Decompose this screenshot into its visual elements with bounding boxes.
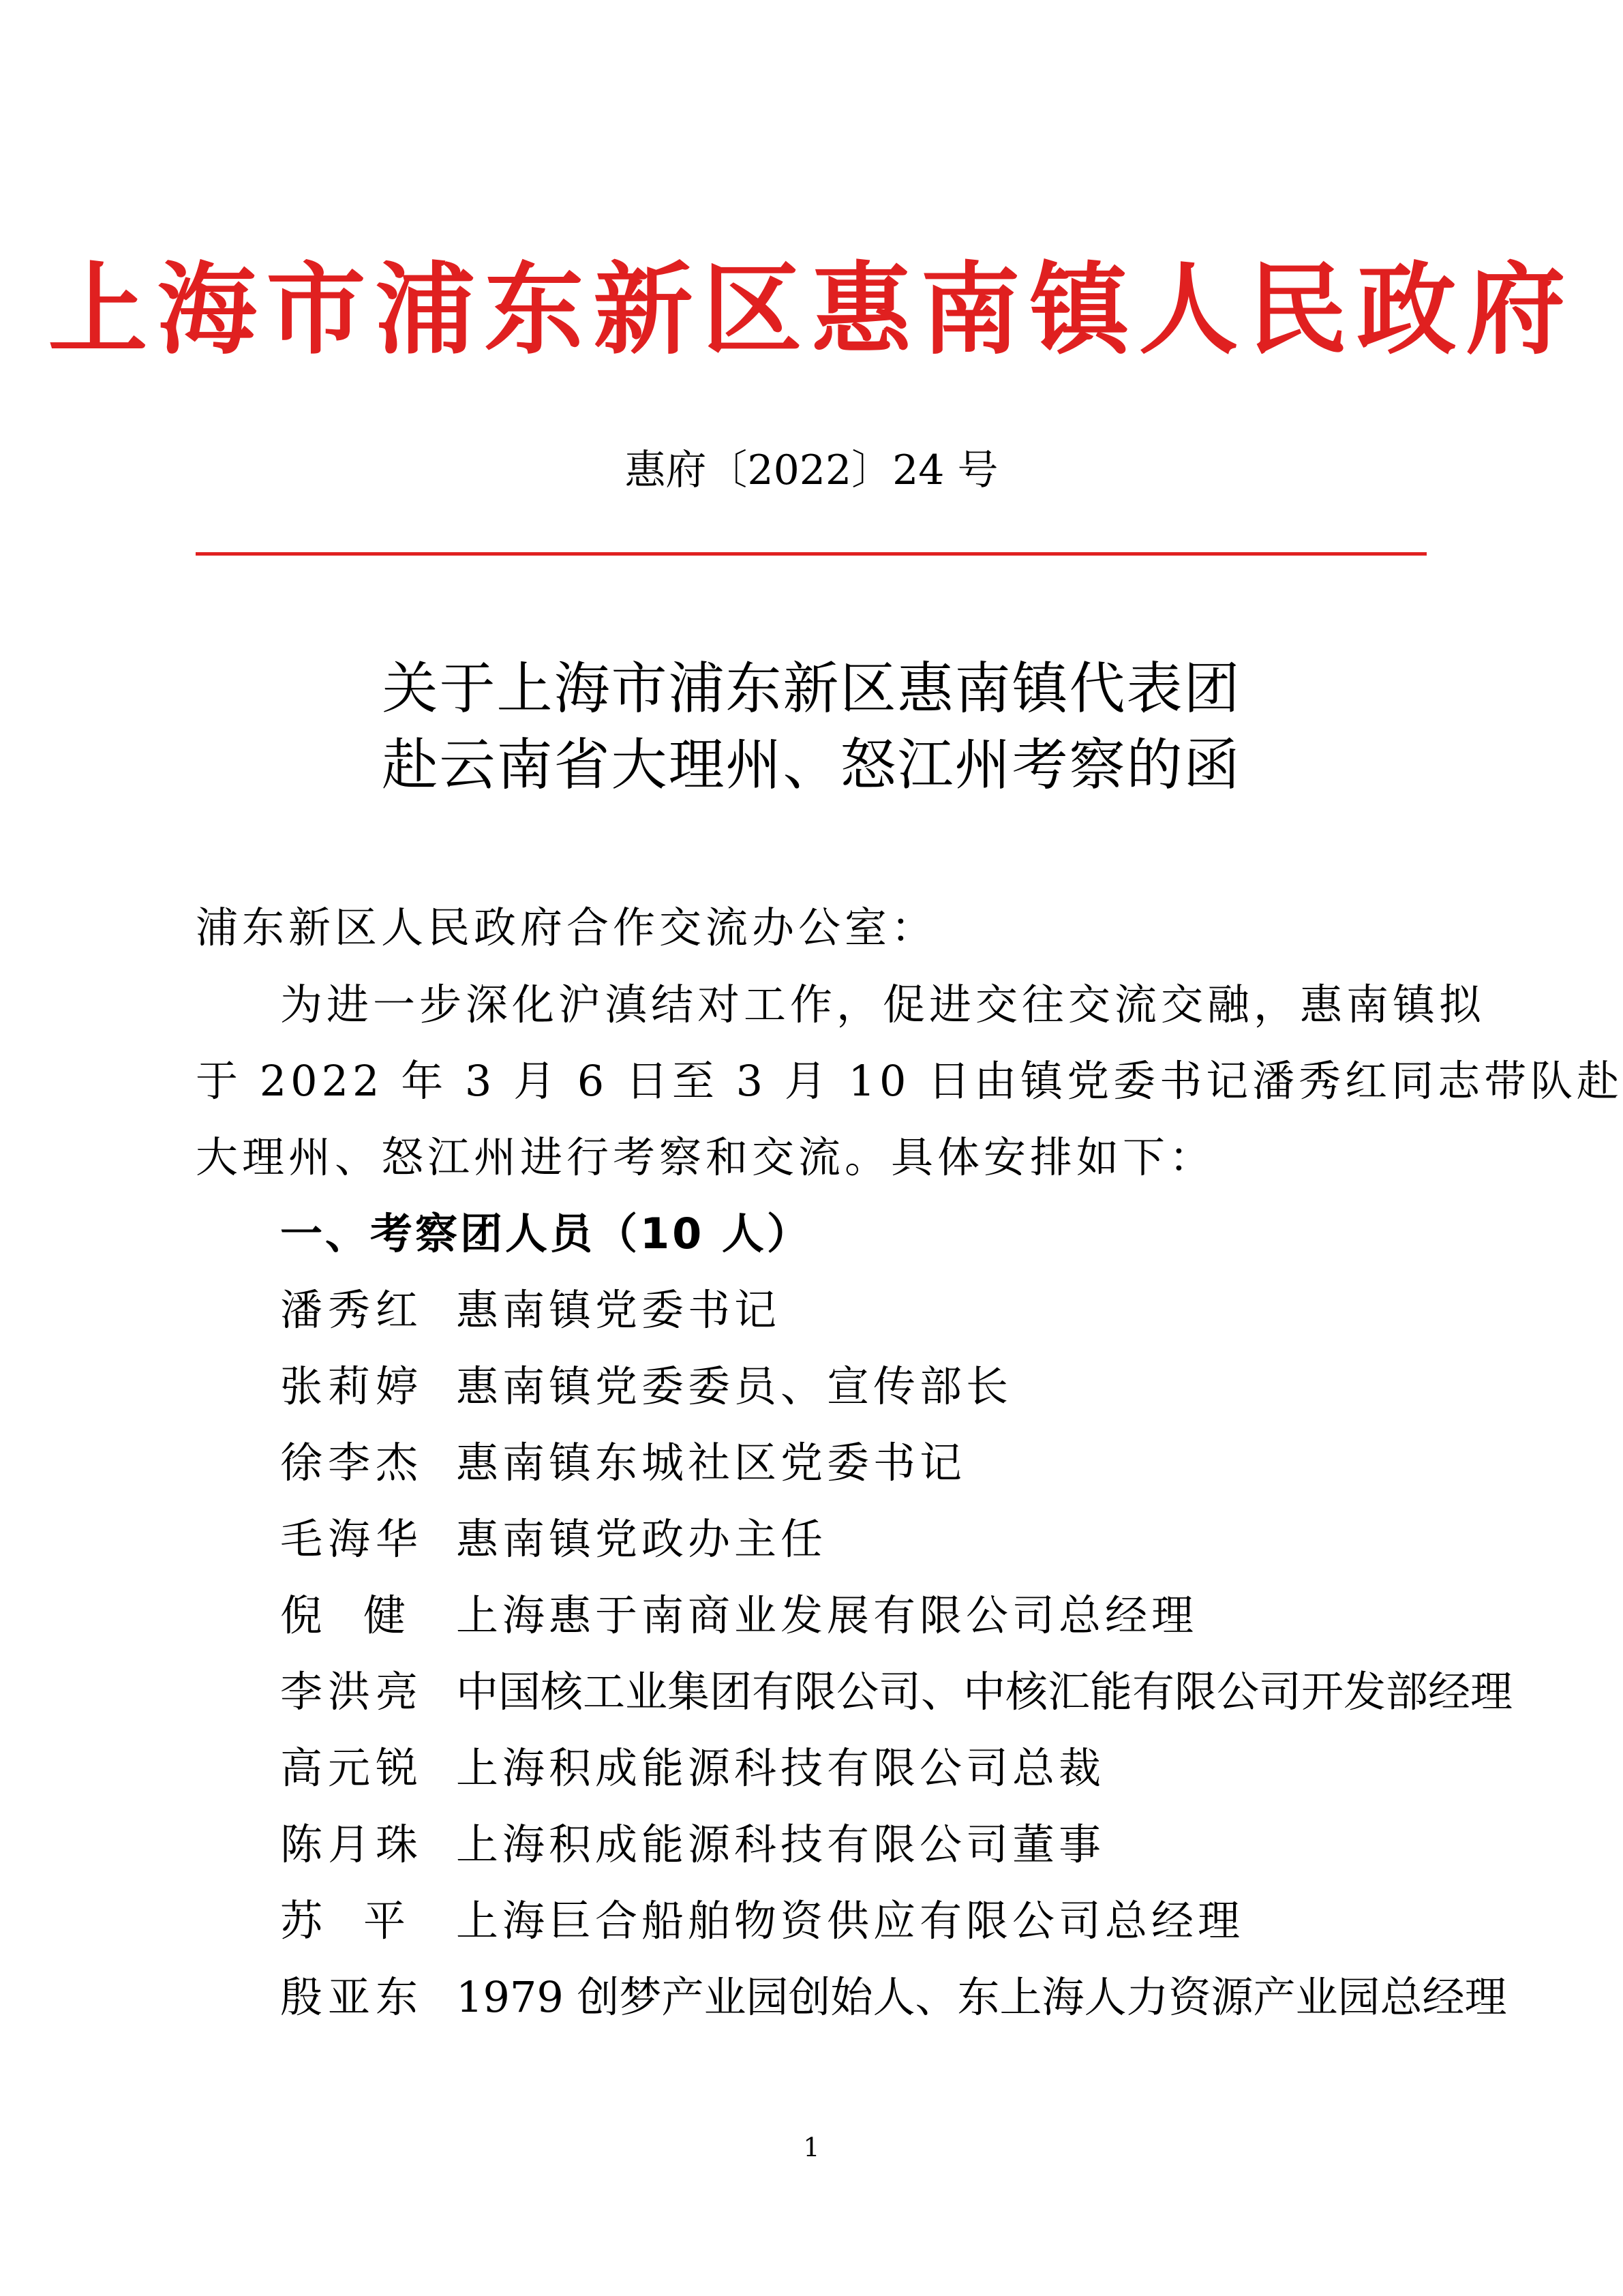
member-name: 高元锐 xyxy=(280,1743,424,1793)
intro-paragraph xyxy=(196,967,1623,1196)
member-role: 上海积成能源科技有限公司董事 xyxy=(456,1819,1106,1869)
member-role: 惠南镇东城社区党委书记 xyxy=(456,1438,967,1487)
member-name: 殷亚东 xyxy=(280,1972,424,2022)
list-item xyxy=(280,1577,1439,1654)
member-name: 倪健 xyxy=(280,1590,447,1640)
member-role: 中国核工业集团有限公司、中核汇能有限公司开发部经理 xyxy=(456,1667,1513,1717)
member-role: 惠南镇党政办主任 xyxy=(456,1514,828,1564)
member-name: 陈月珠 xyxy=(280,1819,424,1869)
member-name: 毛海华 xyxy=(280,1514,424,1564)
member-name: 苏平 xyxy=(280,1896,447,1946)
list-item xyxy=(280,1883,1439,1959)
section-heading-members: 一、考察团人员（10 人） xyxy=(280,1209,812,1258)
red-header-rule xyxy=(196,552,1427,556)
document-title xyxy=(0,651,1623,804)
list-item xyxy=(280,1654,1513,1730)
intro-line-2: 于 2022 年 3 月 6 日至 3 月 10 日由镇党委书记潘秀红同志带队赴 xyxy=(196,1056,1623,1106)
member-role: 上海积成能源科技有限公司总裁 xyxy=(456,1743,1106,1793)
intro-line-1: 为进一步深化沪滇结对工作，促进交往交流交融，惠南镇拟 xyxy=(280,980,1486,1029)
member-role: 惠南镇党委委员、宣传部长 xyxy=(456,1361,1013,1411)
list-item xyxy=(280,1348,1439,1425)
list-item xyxy=(280,1272,1439,1348)
page-number: 1 xyxy=(803,2132,820,2162)
letterhead-issuer: 上海市浦东新区惠南镇人民政府 xyxy=(48,252,1575,368)
member-name: 潘秀红 xyxy=(280,1285,424,1335)
member-role: 惠南镇党委书记 xyxy=(456,1285,781,1335)
document-number: 惠府〔2022〕24 号 xyxy=(624,447,999,494)
member-role: 1979 创梦产业园创始人、东上海人力资源产业园总经理 xyxy=(456,1972,1507,2022)
list-item xyxy=(280,1730,1439,1807)
list-item xyxy=(280,1959,1507,2036)
title-line-2: 赴云南省大理州、怒江州考察的函 xyxy=(382,733,1241,798)
list-item xyxy=(280,1425,1439,1501)
member-name: 张莉婷 xyxy=(280,1361,424,1411)
member-list xyxy=(280,1272,1513,2036)
list-item xyxy=(280,1501,1439,1577)
intro-line-3: 大理州、怒江州进行考察和交流。具体安排如下： xyxy=(196,1132,1216,1182)
salutation: 浦东新区人民政府合作交流办公室： xyxy=(196,903,938,952)
member-role: 上海巨合船舶物资供应有限公司总经理 xyxy=(456,1896,1245,1946)
member-name: 李洪亮 xyxy=(280,1667,424,1717)
list-item xyxy=(280,1807,1439,1883)
member-role: 上海惠于南商业发展有限公司总经理 xyxy=(456,1590,1198,1640)
member-name: 徐李杰 xyxy=(280,1438,424,1487)
title-line-1: 关于上海市浦东新区惠南镇代表团 xyxy=(382,656,1241,721)
